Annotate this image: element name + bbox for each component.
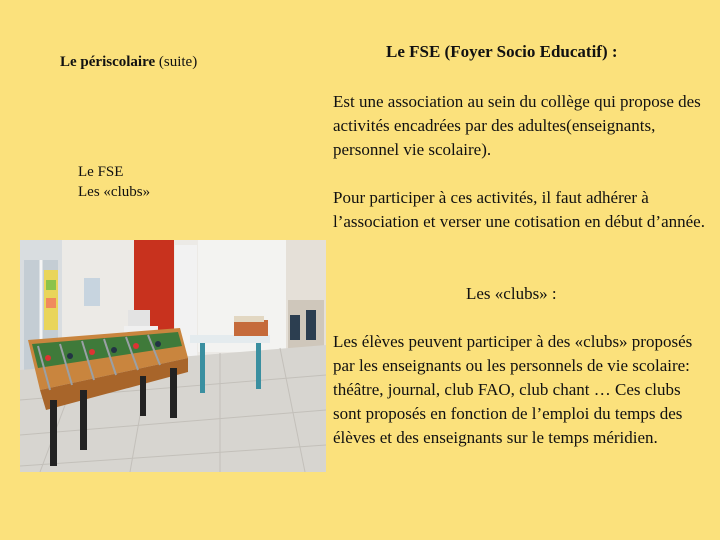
left-title-bold: Le périscolaire xyxy=(60,54,156,70)
left-list-item-fse: Le FSE xyxy=(78,164,124,180)
fse-paragraph-2: Pour participer à ces activités, il faut adhérer à l’association et verser une cotisation en début d’année. xyxy=(333,188,705,231)
left-title xyxy=(60,54,197,71)
clubs-paragraph: Les élèves peuvent participer à des «clubs» proposés par les enseignants ou les personnels de vie scolaire: théâtre, journal, club FAO, club chant … Ces clubs sont proposés en fonction de l’emploi du temps des élèves et des enseignants sur le temps méridien. xyxy=(333,332,693,447)
fse-title: Le FSE (Foyer Socio Educatif) : xyxy=(386,42,618,61)
left-list xyxy=(78,162,150,202)
left-title-rest: (suite) xyxy=(155,54,198,70)
clubs-title: Les «clubs» : xyxy=(466,284,557,303)
left-list-item-clubs: Les «clubs» xyxy=(78,184,151,200)
fse-paragraph-1: Est une association au sein du collège qui propose des activités encadrées par des adultes(enseignants, personnel vie scolaire). xyxy=(333,92,701,159)
foyer-photo xyxy=(20,240,326,472)
